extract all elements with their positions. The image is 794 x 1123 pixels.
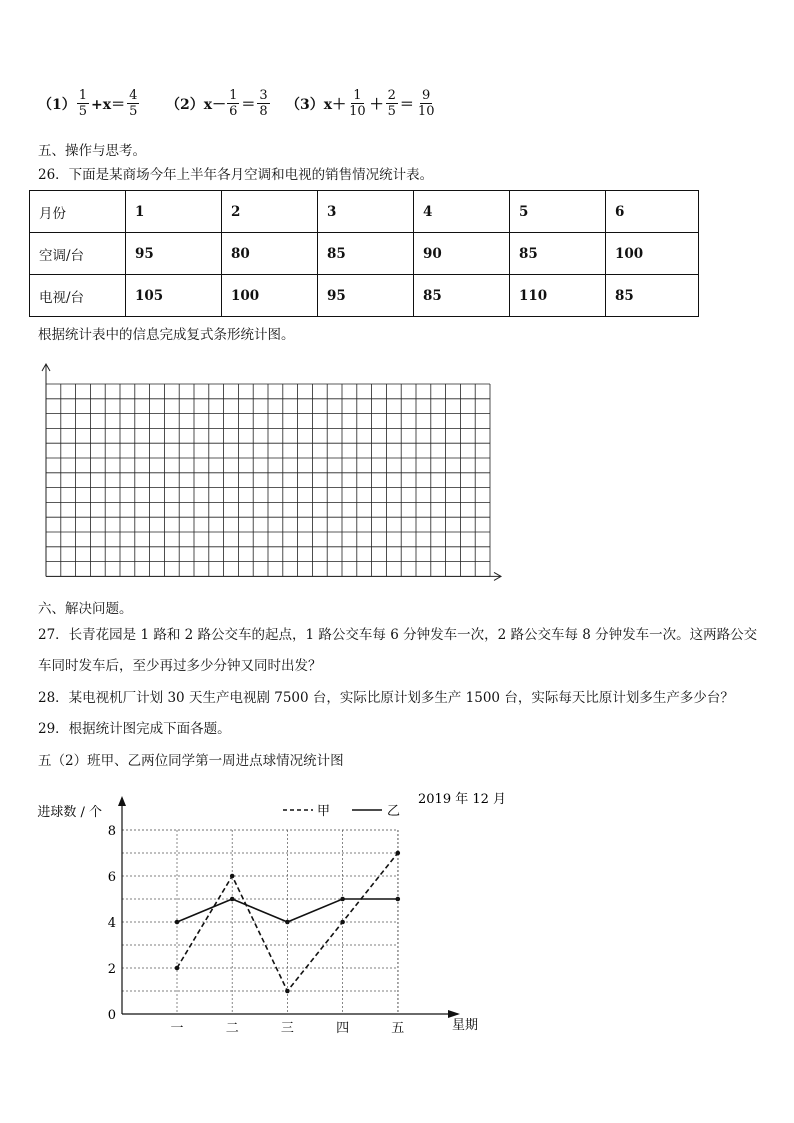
chart-date: 2019 年 12 月 — [418, 792, 507, 807]
data-point-jia — [230, 874, 235, 879]
question-26: 26．下面是某商场今年上半年各月空调和电视的销售情况统计表。 — [38, 167, 434, 183]
table-cell: 空调/台 — [30, 233, 126, 275]
table-cell: 1 — [126, 191, 222, 233]
y-tick-label: 0 — [107, 1008, 116, 1023]
table-cell: 5 — [510, 191, 606, 233]
table-cell: 90 — [414, 233, 510, 275]
table-cell: 85 — [318, 233, 414, 275]
chart-ylabel: 进球数 / 个 — [37, 805, 102, 820]
data-point-jia — [285, 989, 290, 994]
table-cell: 电视/台 — [30, 275, 126, 317]
fraction: $\frac{3}{8}$ — [259, 88, 268, 119]
table-cell: 95 — [318, 275, 414, 317]
fraction: $\frac{9}{10}$ — [417, 88, 435, 119]
chart-x-arrow — [448, 1010, 460, 1018]
question-27-line2: 车同时发车后，至少再过多少分钟又同时出发？ — [38, 658, 322, 674]
data-point-jia — [340, 920, 345, 925]
line-chart — [30, 780, 510, 1040]
x-tick-label: 三 — [280, 1021, 294, 1036]
equation-symbol: ＝ — [399, 96, 414, 113]
blank-grid-chart — [36, 360, 506, 594]
data-point-yi — [175, 920, 180, 925]
blank-grid-svg — [36, 360, 506, 590]
equation-symbol: +x＝ — [91, 96, 126, 113]
equation-label: （3）x＋ — [286, 96, 347, 113]
chart-caption: 五（2）班甲、乙两位同学第一周进点球情况统计图 — [38, 753, 344, 769]
y-tick-label: 2 — [107, 962, 116, 977]
table-cell: 105 — [126, 275, 222, 317]
table-cell: 100 — [606, 233, 699, 275]
x-tick-label: 二 — [225, 1021, 239, 1036]
table-row — [30, 191, 699, 233]
sales-table — [29, 190, 699, 317]
data-point-jia — [175, 966, 180, 971]
legend-label-jia: 甲 — [317, 804, 331, 819]
fraction: $\frac{1}{5}$ — [78, 88, 88, 119]
equation-2 — [166, 88, 271, 119]
question-28: 28．某电视机厂计划 30 天生产电视剧 7500 台，实际比原计划多生产 1500 台，实际每天比原计划多生产多少台？ — [38, 690, 734, 706]
data-point-jia — [396, 851, 401, 856]
table-cell: 6 — [606, 191, 699, 233]
fraction: $\frac{4}{5}$ — [129, 88, 138, 119]
data-point-yi — [285, 920, 290, 925]
x-tick-label: 一 — [170, 1021, 184, 1036]
table-cell: 95 — [126, 233, 222, 275]
table-cell: 85 — [414, 275, 510, 317]
equation-symbol: ＝ — [241, 96, 256, 113]
table-cell: 80 — [222, 233, 318, 275]
x-tick-label: 四 — [336, 1021, 350, 1036]
equation-3 — [286, 88, 437, 119]
table-row — [30, 233, 699, 275]
y-tick-label: 8 — [107, 824, 116, 839]
table-row — [30, 275, 699, 317]
y-tick-label: 6 — [107, 870, 116, 885]
data-point-yi — [340, 897, 345, 902]
equation-label: （2）x－ — [166, 96, 227, 113]
section-heading-6: 六、解决问题。 — [38, 601, 133, 617]
legend-label-yi: 乙 — [387, 804, 401, 819]
fraction: $\frac{1}{6}$ — [229, 88, 238, 119]
table-cell: 85 — [606, 275, 699, 317]
instruction-text: 根据统计表中的信息完成复式条形统计图。 — [38, 327, 295, 343]
question-27-line1: 27．长青花园是 1 路和 2 路公交车的起点，1 路公交车每 6 分钟发车一次，2 路公交车每 8 分钟发车一次。这两路公交 — [38, 627, 758, 643]
chart-xlabel: 星期 — [452, 1018, 479, 1033]
table-cell: 3 — [318, 191, 414, 233]
data-point-yi — [396, 897, 401, 902]
section-heading-5: 五、操作与思考。 — [38, 143, 146, 159]
table-cell: 4 — [414, 191, 510, 233]
table-cell: 110 — [510, 275, 606, 317]
equation-1 — [38, 88, 140, 119]
fraction: $\frac{2}{5}$ — [387, 88, 396, 119]
question-29: 29．根据统计图完成下面各题。 — [38, 721, 231, 737]
chart-legend — [283, 804, 400, 819]
table-cell: 85 — [510, 233, 606, 275]
table-cell: 100 — [222, 275, 318, 317]
table-cell: 2 — [222, 191, 318, 233]
chart-y-arrow — [118, 796, 126, 806]
data-point-yi — [230, 897, 235, 902]
y-tick-label: 4 — [107, 916, 116, 931]
fraction: $\frac{1}{10}$ — [349, 88, 366, 119]
table-cell: 月份 — [30, 191, 126, 233]
equation-label: （1） — [38, 96, 76, 113]
x-tick-label: 五 — [391, 1021, 405, 1036]
equation-symbol: ＋ — [369, 96, 384, 113]
